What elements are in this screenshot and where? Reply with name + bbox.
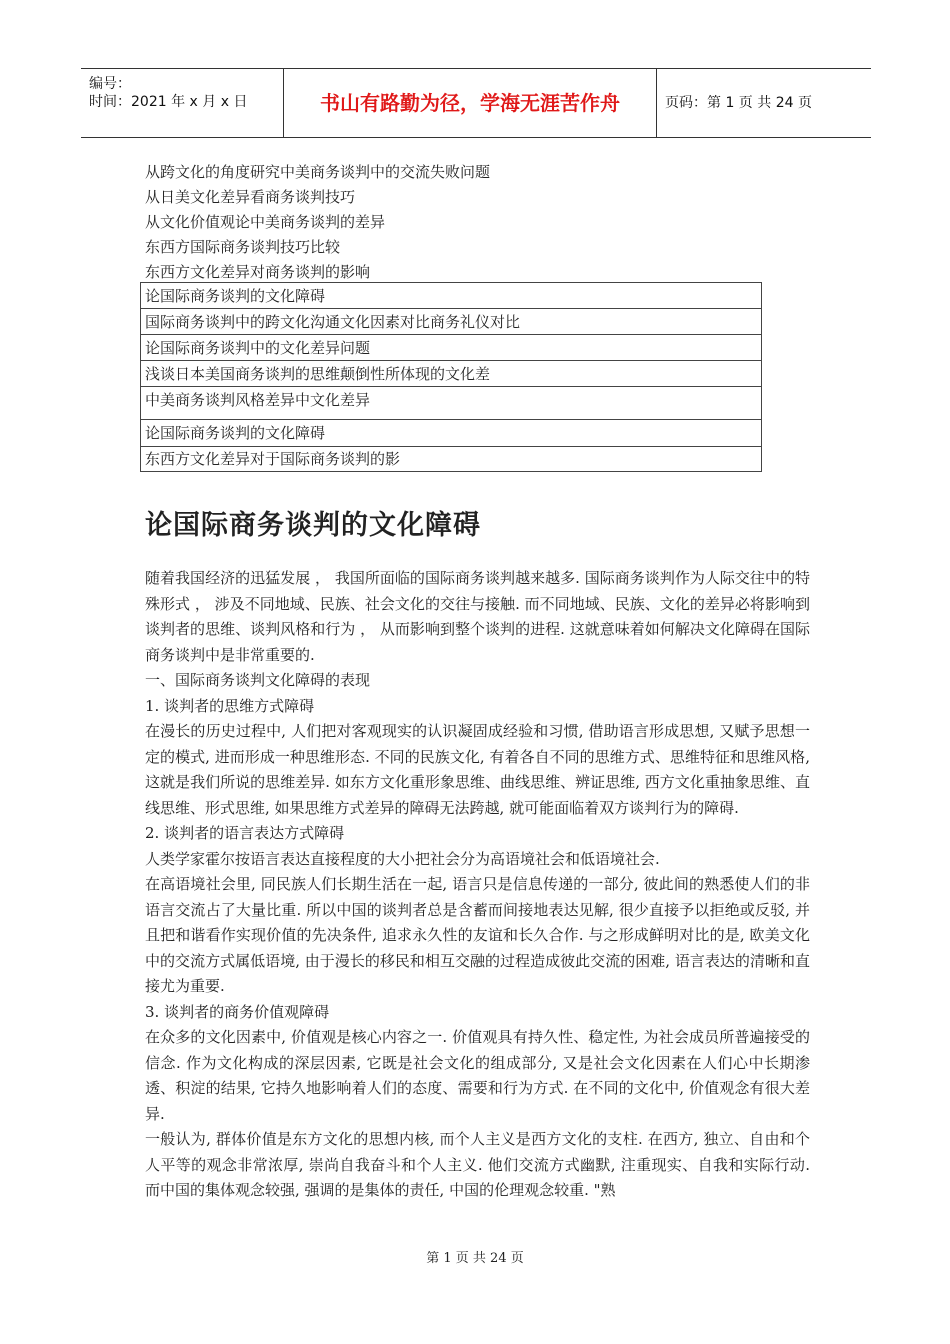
table-row: 论国际商务谈判中的文化差异问题 — [141, 335, 761, 361]
paragraph: 在高语境社会里, 同民族人们长期生活在一起, 语言只是信息传递的一部分, 彼此间的熟悉使人们的非语言交流占了大量比重. 所以中国的谈判者总是含蓄而间接地表达见解, 很少直接予以拒绝或反驳, 并且把和谐看作实现价值的先决条件, 追求永久性的友谊和长久合作. 与之形成鲜明对比的是, 欧美文化中的交流方式属低语境, 由于漫长的移民和相互交融的过程造成彼此交流的困难, 语言表达的清晰和直接尤为重要. — [145, 875, 810, 995]
subsection-heading: 3. 谈判者的商务价值观障碍 — [145, 1002, 330, 1021]
paragraph: 在漫长的历史过程中, 人们把对客观现实的认识凝固成经验和习惯, 借助语言形成思想, 又赋予思想一定的模式, 进而形成一种思维形态. 不同的民族文化, 有着各自不同的思维方式、思维特征和思维风格, 这就是我们所说的思维差异. 如东方文化重形象思维、曲线思维、辨证思维, 西方文化重抽象思维、直线思维、形式思维, 如果思维方式差异的障碍无法跨越, 就可能面临着双方谈判行为的障碍. — [145, 722, 810, 817]
section-heading: 一、国际商务谈判文化障碍的表现 — [145, 671, 371, 689]
title-table — [140, 282, 762, 472]
subsection-heading: 1. 谈判者的思维方式障碍 — [145, 696, 315, 715]
page-header — [81, 68, 871, 138]
title-list-item: 从文化价值观论中美商务谈判的差异 — [145, 213, 386, 231]
title-list-item: 从日美文化差异看商务谈判技巧 — [145, 188, 356, 206]
article-body — [145, 566, 810, 1204]
title-list-item: 从跨文化的角度研究中美商务谈判中的交流失败问题 — [145, 163, 491, 181]
subsection-heading: 2. 谈判者的语言表达方式障碍 — [145, 824, 345, 842]
header-motto: 书山有路勤为径，学海无涯苦作舟 — [284, 69, 657, 137]
date-label: 时间：2021 年 x 月 x 日 — [89, 94, 248, 110]
paragraph: 一般认为, 群体价值是东方文化的思想内核, 而个人主义是西方文化的支柱. 在西方, 独立、自由和个人平等的观念非常浓厚, 崇尚自我奋斗和个人主义. 他们交流方式幽默, 注重现实、自我和实际行动. 而中国的集体观念较强, 强调的是集体的责任, 中国的伦理观念较重. "熟 — [145, 1130, 810, 1199]
title-list-item: 东西方文化差异对商务谈判的影响 — [145, 263, 371, 281]
article-title: 论国际商务谈判的文化障碍 — [145, 510, 481, 541]
paragraph: 在众多的文化因素中, 价值观是核心内容之一. 价值观具有持久性、稳定性, 为社会成员所普遍接受的信念. 作为文化构成的深层因素, 它既是社会文化的组成部分, 又是社会文化因素在人们心中长期渗透、积淀的结果, 它持久地影响着人们的态度、需要和行为方式. 在不同的文化中, 价值观念有很大差异. — [145, 1028, 810, 1123]
table-row: 东西方文化差异对于国际商务谈判的影 — [141, 447, 761, 472]
paragraph: 随着我国经济的迅猛发展 ， 我国所面临的国际商务谈判越来越多. 国际商务谈判作为人际交往中的特殊形式 ， 涉及不同地域、民族、社会文化的交往与接触. 而不同地域、民族、文化的差异必将影响到谈判者的思维、谈判风格和行为 ， 从而影响到整个谈判的进程. 这就意味着如何解决文化障碍在国际商务谈判中是非常重要的. — [145, 569, 810, 664]
paragraph: 人类学家霍尔按语言表达直接程度的大小把社会分为高语境社会和低语境社会. — [145, 849, 660, 868]
page-footer: 第 1 页 共 24 页 — [426, 1251, 524, 1266]
table-row: 中美商务谈判风格差异中文化差异 — [141, 387, 761, 420]
table-row: 论国际商务谈判的文化障碍 — [141, 420, 761, 447]
table-row: 论国际商务谈判的文化障碍 — [141, 283, 761, 309]
header-page-code: 页码：第 1 页 共 24 页 — [665, 95, 812, 111]
table-row: 浅谈日本美国商务谈判的思维颠倒性所体现的文化差 — [141, 361, 761, 387]
serial-number-label: 编号： — [89, 76, 131, 92]
table-row: 国际商务谈判中的跨文化沟通文化因素对比商务礼仪对比 — [141, 309, 761, 335]
title-list-item: 东西方国际商务谈判技巧比较 — [145, 238, 341, 256]
header-meta-cell — [81, 69, 284, 137]
